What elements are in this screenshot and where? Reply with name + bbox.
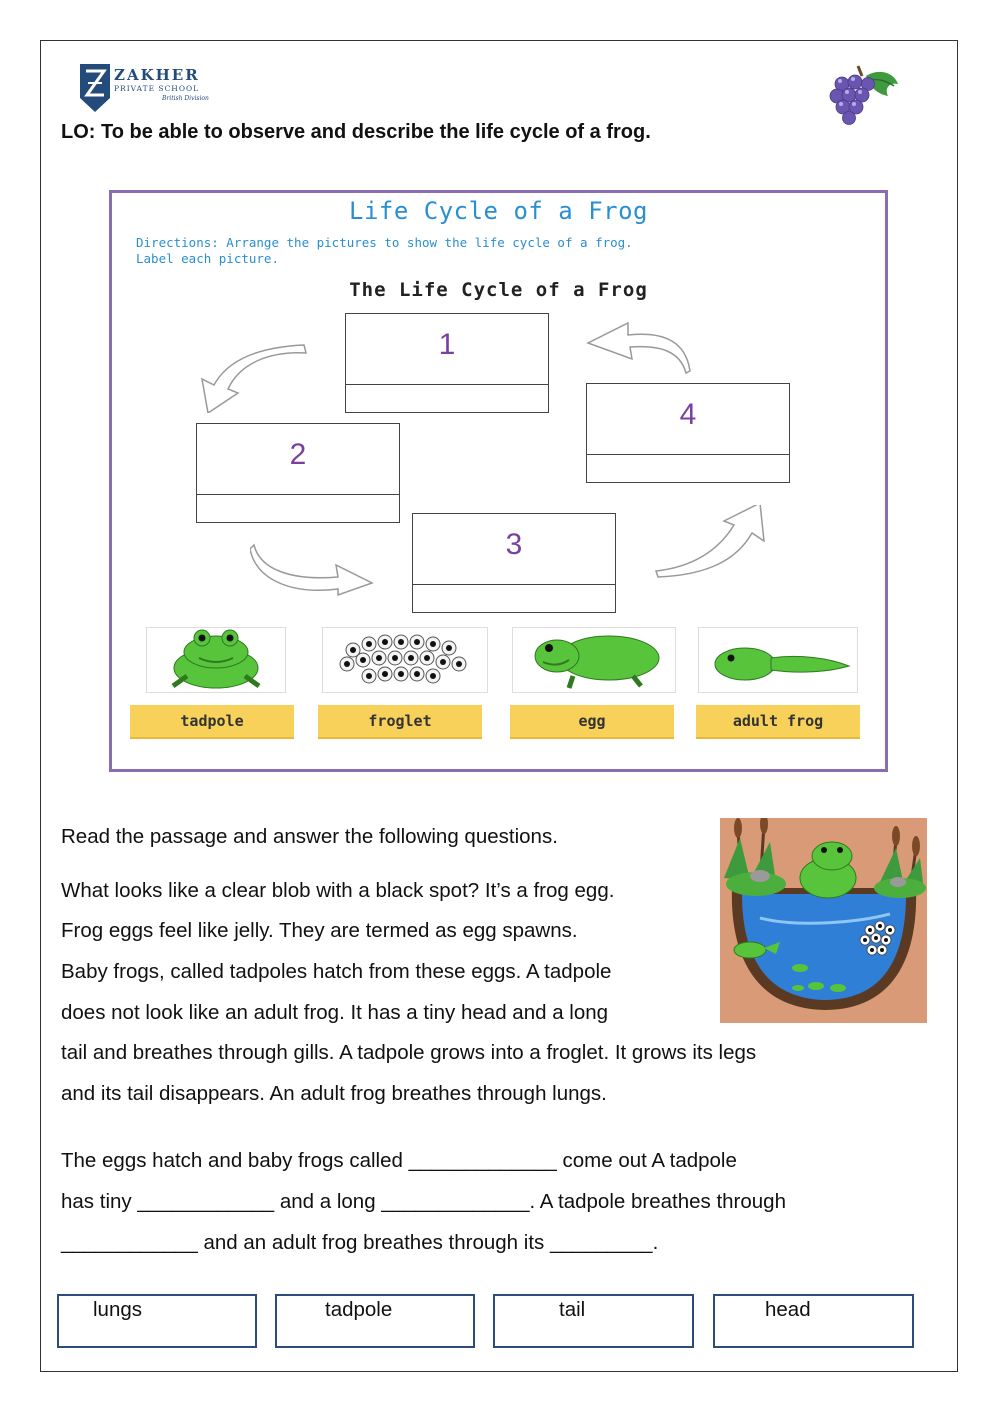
- word-bank-label: lungs: [93, 1298, 143, 1321]
- life-cycle-worksheet: [109, 190, 888, 772]
- adult-frog-icon: [147, 628, 285, 692]
- stage-number: 3: [505, 528, 523, 561]
- word-card-froglet[interactable]: froglet: [318, 705, 482, 739]
- curved-arrow-icon: [200, 343, 310, 413]
- picture-card-tadpole[interactable]: [698, 627, 858, 693]
- grapes-icon: [828, 62, 902, 128]
- pond-illustration: [720, 818, 927, 1023]
- passage-line: What looks like a clear blob with a black spot? It’s a frog egg.: [61, 879, 615, 902]
- word-card-tadpole[interactable]: tadpole: [130, 705, 294, 739]
- pond-frog-icon: [720, 818, 927, 1023]
- passage-line: and its tail disappears. An adult frog breathes through lungs.: [61, 1082, 607, 1105]
- worksheet-directions: [136, 235, 866, 267]
- directions-line: Directions: Arrange the pictures to show the life cycle of a frog.: [136, 235, 633, 250]
- word-card-adult-frog[interactable]: adult frog: [696, 705, 860, 739]
- stage-box-1[interactable]: [345, 313, 549, 413]
- tadpole-icon: [699, 628, 857, 692]
- picture-card-froglet[interactable]: [512, 627, 676, 693]
- stage-box-2[interactable]: [196, 423, 400, 523]
- passage-line: Baby frogs, called tadpoles hatch from these eggs. A tadpole: [61, 960, 612, 983]
- curved-arrow-icon: [582, 321, 692, 377]
- stage-box-3[interactable]: [412, 513, 616, 613]
- label-area: [346, 384, 548, 385]
- school-logo: [78, 62, 218, 114]
- stage-number: 1: [438, 328, 456, 361]
- cloze-line: ____________ and an adult frog breathes through its _________.: [61, 1231, 659, 1254]
- word-bank-lungs[interactable]: [57, 1294, 257, 1348]
- froglet-icon: [513, 628, 675, 692]
- passage-line: tail and breathes through gills. A tadpole grows into a froglet. It grows its legs: [61, 1041, 757, 1064]
- cloze-line: The eggs hatch and baby frogs called _____________ come out A tadpole: [61, 1149, 737, 1172]
- school-crest-icon: [78, 62, 112, 114]
- word-card-egg[interactable]: egg: [510, 705, 674, 739]
- logo-subtitle: PRIVATE SCHOOL: [114, 84, 200, 93]
- stage-number: 4: [679, 398, 697, 431]
- learning-objective: LO: To be able to observe and describe the life cycle of a frog.: [61, 121, 651, 143]
- worksheet-subtitle: The Life Cycle of a Frog: [349, 279, 648, 301]
- word-bank-label: tadpole: [325, 1298, 393, 1321]
- curved-arrow-icon: [652, 505, 768, 581]
- word-bank-label: tail: [559, 1298, 586, 1321]
- directions-line: Label each picture.: [136, 251, 279, 266]
- cloze-line: has tiny ____________ and a long _____________. A tadpole breathes through: [61, 1190, 786, 1213]
- passage-line: does not look like an adult frog. It has a tiny head and a long: [61, 1001, 609, 1024]
- picture-card-frog-eggs[interactable]: [322, 627, 488, 693]
- worksheet-title: Life Cycle of a Frog: [349, 197, 648, 225]
- label-area: [413, 584, 615, 585]
- word-bank-head[interactable]: [713, 1294, 914, 1348]
- frog-eggs-icon: [323, 628, 487, 692]
- logo-tagline: British Division: [162, 95, 209, 102]
- word-bank-tadpole[interactable]: [275, 1294, 475, 1348]
- passage-intro: Read the passage and answer the following questions.: [61, 825, 558, 848]
- word-bank-tail[interactable]: [493, 1294, 694, 1348]
- stage-box-4[interactable]: [586, 383, 790, 483]
- logo-wordmark: ZAKHER: [114, 66, 200, 84]
- passage-line: Frog eggs feel like jelly. They are termed as egg spawns.: [61, 919, 578, 942]
- label-area: [587, 454, 789, 455]
- word-bank-label: head: [765, 1298, 811, 1321]
- curved-arrow-icon: [250, 543, 374, 599]
- stage-number: 2: [289, 438, 307, 471]
- label-area: [197, 494, 399, 495]
- picture-card-adult-frog[interactable]: [146, 627, 286, 693]
